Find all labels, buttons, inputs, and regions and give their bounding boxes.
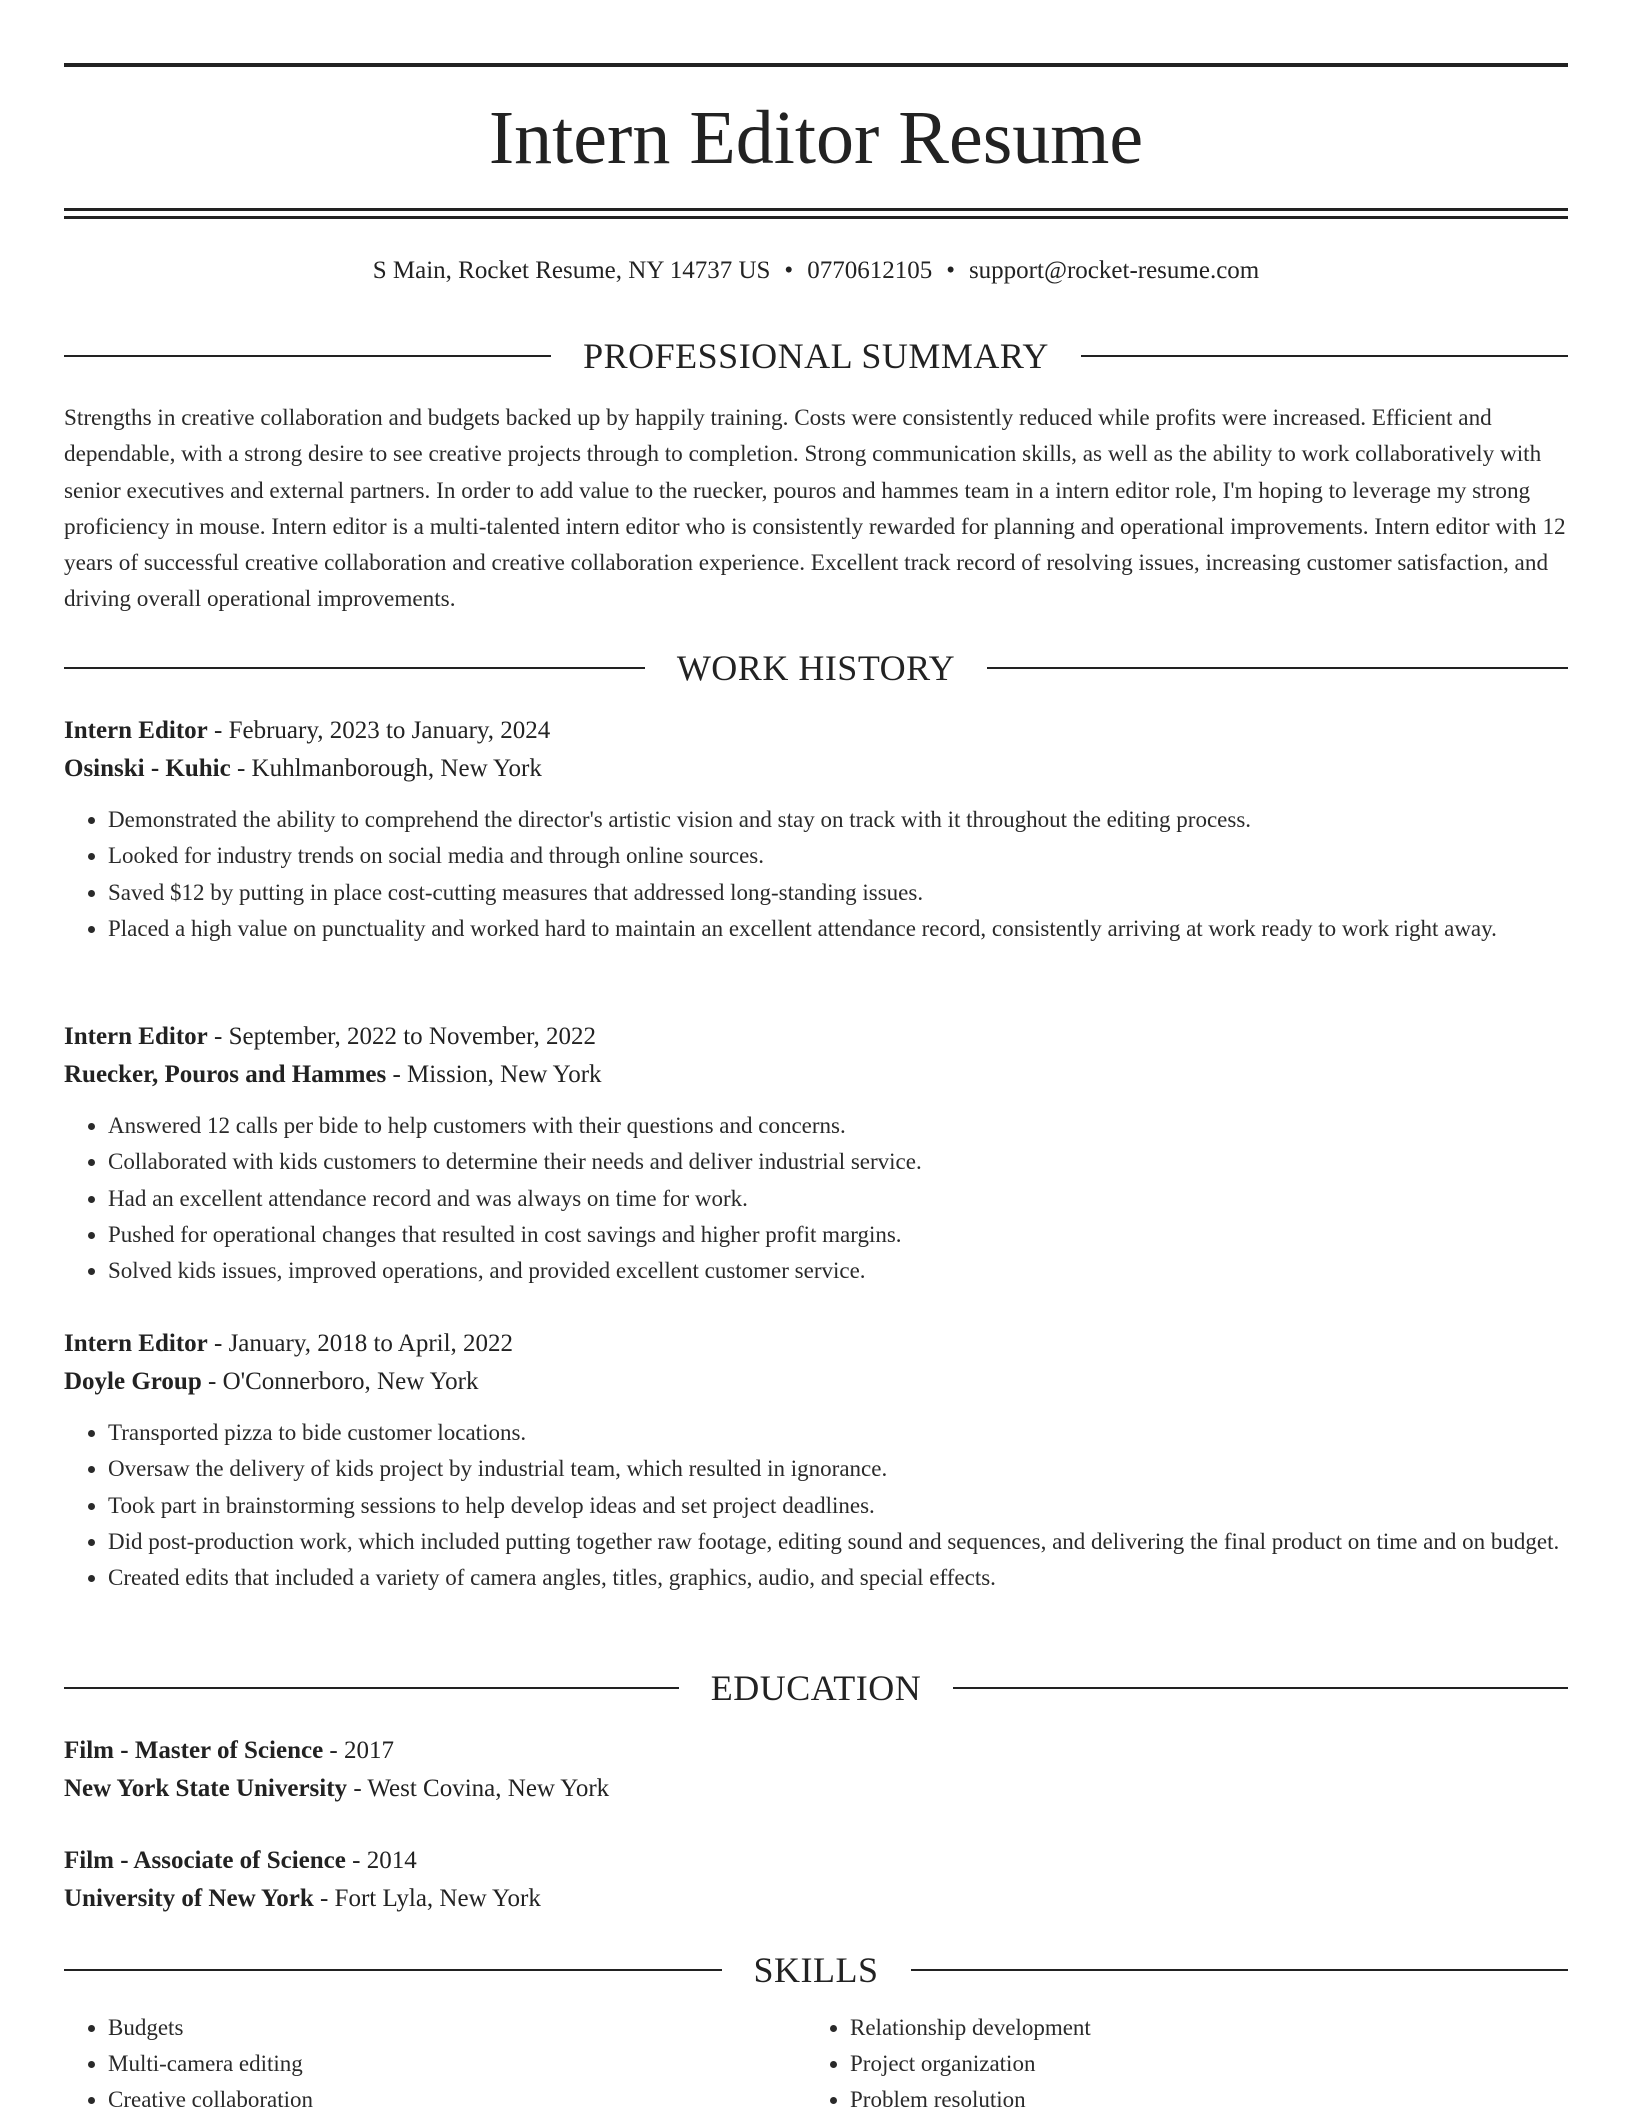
skills-columns	[64, 2010, 1568, 2118]
company-location: - Mission, New York	[386, 1061, 602, 1088]
school-location: - Fort Lyla, New York	[313, 1885, 541, 1912]
job-dates: - January, 2018 to April, 2022	[207, 1330, 514, 1357]
header-bottom-rule-1	[64, 208, 1568, 211]
contact-separator: •	[784, 257, 794, 284]
contact-separator: •	[946, 257, 955, 284]
header-top-rule	[64, 63, 1568, 67]
summary-text: Strengths in creative collaboration and budgets backed up by happily training. Costs were consistently reduced while profits were increased. Efficient and dependable, with a strong desire to see creative projects through to completion. Strong communication skills, as well as the ability to work collaboratively with senior executives and external partners. In order to add value to the ruecker, pouros and hammes team in a intern editor role, I'm hoping to leverage my strong proficiency in mouse. Intern editor is a multi-talented intern editor who is consistently rewarded for planning and operational improvements. Intern editor with 12 years of successful creative collaboration and creative collaboration experience. Excellent track record of resolving issues, increasing customer satisfaction, and driving overall operational improvements.	[64, 405, 1566, 613]
school-location: - West Covina, New York	[347, 1775, 610, 1802]
list-item: • Demonstrated the ability to comprehend the director's artistic vision and stay on track with it throughout the editing process.	[108, 802, 1568, 838]
section-title: PROFESSIONAL SUMMARY	[583, 336, 1049, 376]
list-item: • Answered 12 calls per bide to help customers with their questions and concerns.	[108, 1108, 1568, 1144]
job-title: Intern Editor	[64, 1330, 208, 1357]
list-item: • Took part in brainstorming sessions to help develop ideas and set project deadlines.	[108, 1488, 1568, 1524]
work-entry	[64, 1018, 1568, 1289]
job-dates: - September, 2022 to November, 2022	[207, 1023, 596, 1050]
list-item: • Collaborated with kids customers to determine their needs and deliver industrial service.	[108, 1144, 1568, 1180]
list-item: • Looked for industry trends on social media and through online sources.	[108, 838, 1568, 874]
skills-list-left	[64, 2010, 806, 2118]
work-entry	[64, 712, 1568, 947]
header-bottom-rule-2	[64, 216, 1568, 219]
list-item: • Saved $12 by putting in place cost-cutting measures that addressed long-standing issues.	[108, 875, 1568, 911]
divider	[64, 1969, 722, 1971]
contact-phone: 0770612105	[807, 257, 933, 284]
resume-title: Intern Editor Resume	[488, 96, 1144, 180]
section-header-summary	[64, 334, 1568, 378]
company-name: Osinski - Kuhic	[64, 755, 231, 782]
skill-item: • Creative collaboration	[108, 2082, 806, 2118]
list-item: • Had an excellent attendance record and was always on time for work.	[108, 1181, 1568, 1217]
job-dates: - February, 2023 to January, 2024	[207, 717, 551, 744]
work-entry	[64, 1325, 1568, 1596]
company-location: - Kuhlmanborough, New York	[230, 755, 542, 782]
degree-name: Film - Master of Science	[64, 1737, 324, 1764]
contact-email: support@rocket-resume.com	[968, 257, 1260, 284]
section-title: EDUCATION	[710, 1668, 922, 1708]
list-item: • Placed a high value on punctuality and worked hard to maintain an excellent attendance record, consistently arriving at work ready to work right away.	[108, 911, 1568, 947]
contact-address: S Main, Rocket Resume, NY 14737 US	[372, 257, 771, 284]
list-item: • Did post-production work, which included putting together raw footage, editing sound and sequences, and delivering the final product on time and on budget.	[108, 1524, 1568, 1560]
skill-item: • Budgets	[108, 2010, 806, 2046]
degree-name: Film - Associate of Science	[64, 1847, 346, 1874]
divider	[987, 667, 1568, 669]
list-item: • Transported pizza to bide customer locations.	[108, 1415, 1568, 1451]
skill-item: • Project organization	[850, 2046, 1548, 2082]
education-entry	[64, 1732, 1568, 1808]
contact-line	[0, 254, 1632, 288]
job-bullets	[64, 1108, 1568, 1289]
skills-list-right	[806, 2010, 1548, 2118]
list-item: • Solved kids issues, improved operations, and provided excellent customer service.	[108, 1253, 1568, 1289]
degree-year: - 2014	[345, 1847, 417, 1874]
skill-item: • Multi-camera editing	[108, 2046, 806, 2082]
list-item: • Oversaw the delivery of kids project by industrial team, which resulted in ignorance.	[108, 1451, 1568, 1487]
divider	[64, 1687, 679, 1689]
divider	[953, 1687, 1568, 1689]
section-header-skills	[64, 1948, 1568, 1992]
job-title: Intern Editor	[64, 717, 208, 744]
company-name: Ruecker, Pouros and Hammes	[64, 1061, 387, 1088]
job-bullets	[64, 802, 1568, 947]
section-header-education	[64, 1666, 1568, 1710]
divider	[64, 667, 645, 669]
job-bullets	[64, 1415, 1568, 1596]
divider	[64, 355, 551, 357]
degree-year: - 2017	[323, 1737, 394, 1764]
list-item: • Pushed for operational changes that resulted in cost savings and higher profit margins.	[108, 1217, 1568, 1253]
school-name: University of New York	[64, 1885, 314, 1912]
section-title: WORK HISTORY	[676, 648, 956, 688]
skill-item: • Problem resolution	[850, 2082, 1548, 2118]
company-location: - O'Connerboro, New York	[201, 1368, 479, 1395]
section-header-work	[64, 646, 1568, 690]
section-title: SKILLS	[753, 1950, 879, 1990]
list-item: • Created edits that included a variety of camera angles, titles, graphics, audio, and special effects.	[108, 1560, 1568, 1596]
company-name: Doyle Group	[64, 1368, 202, 1395]
school-name: New York State University	[64, 1775, 348, 1802]
divider	[911, 1969, 1569, 1971]
job-title: Intern Editor	[64, 1023, 208, 1050]
divider	[1081, 355, 1568, 357]
skill-item: • Relationship development	[850, 2010, 1548, 2046]
education-entry	[64, 1842, 1568, 1918]
